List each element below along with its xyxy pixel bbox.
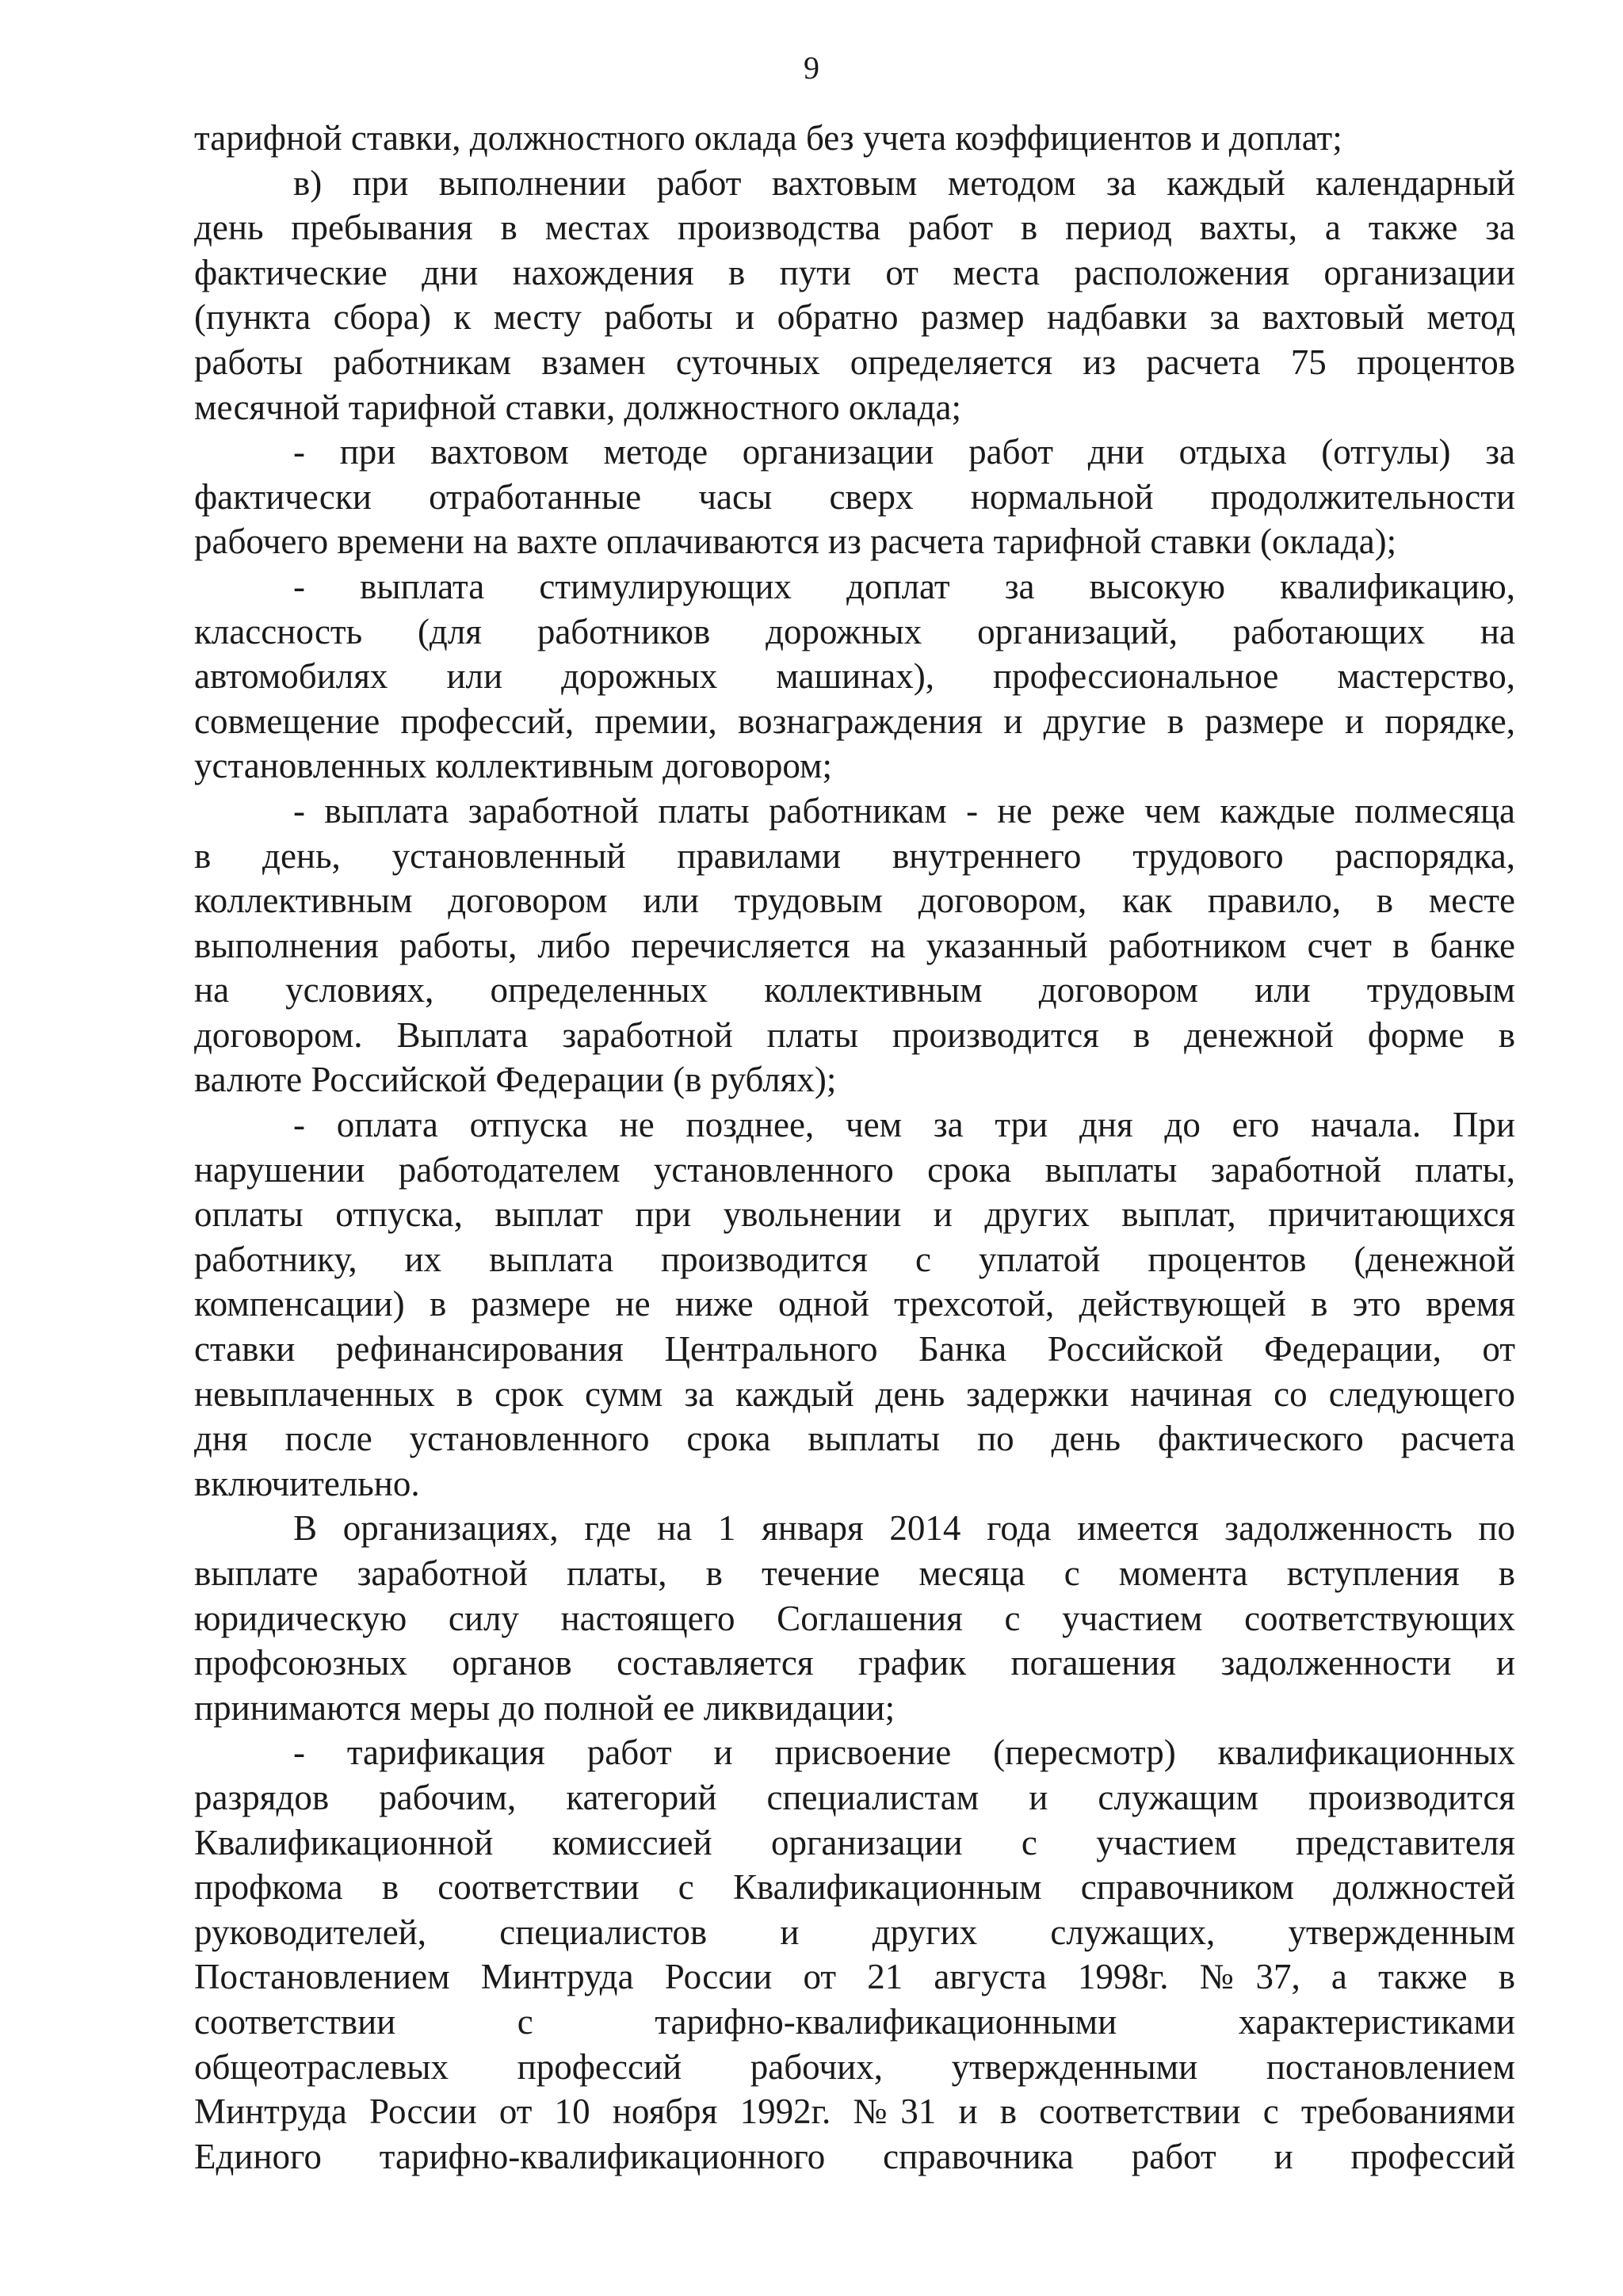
text-line: В организациях, где на 1 января 2014 года имеется задолженность по	[293, 1508, 1515, 1549]
text-line: - тарификация работ и присвоение (пересмотр) квалификационных	[293, 1733, 1515, 1773]
text-line: рабочего времени на вахте оплачиваются из расчета тарифной ставки (оклада);	[194, 521, 1397, 562]
text-line: договором. Выплата заработной платы производится в денежной форме в	[194, 1014, 1515, 1055]
text-line: - оплата отпуска не позднее, чем за три дня до его начала. При	[293, 1105, 1515, 1145]
document-body	[194, 116, 1515, 2179]
text-line: оплаты отпуска, выплат при увольнении и других выплат, причитающихся	[194, 1194, 1515, 1235]
text-line: общеотраслевых профессий рабочих, утвержденными постановлением	[194, 2046, 1515, 2087]
text-line: работы работникам взамен суточных определяется из расчета 75 процентов	[194, 342, 1515, 382]
text-line: выплате заработной платы, в течение месяца с момента вступления в	[194, 1553, 1515, 1593]
text-line: соответствии с тарифно-квалификационными характеристиками	[194, 2001, 1515, 2042]
text-line: день пребывания в местах производства работ в период вахты, а также за	[194, 208, 1515, 248]
text-line: руководителей, специалистов и других служащих, утвержденным	[194, 1912, 1515, 1952]
text-line: включительно.	[194, 1463, 420, 1503]
text-line: - выплата заработной платы работникам - не реже чем каждые полмесяца	[293, 790, 1515, 831]
text-line: дня после установленного срока выплаты по день фактического расчета	[194, 1419, 1515, 1459]
text-line: профсоюзных органов составляется график погашения задолженности и	[194, 1643, 1515, 1683]
text-line: нарушении работодателем установленного срока выплаты заработной платы,	[194, 1149, 1515, 1190]
text-line: юридическую силу настоящего Соглашения с участием соответствующих	[194, 1598, 1515, 1638]
text-line: на условиях, определенных коллективным договором или трудовым	[194, 970, 1515, 1010]
text-line: фактически отработанные часы сверх нормальной продолжительности	[194, 476, 1515, 517]
text-line: совмещение профессий, премии, вознаграждения и другие в размере и порядке,	[194, 701, 1515, 741]
text-line: в) при выполнении работ вахтовым методом за каждый календарный	[293, 162, 1515, 203]
text-line: Минтруда России от 10 ноября 1992г. №31 и в соответствии с требованиями	[194, 2092, 1515, 2132]
text-line: разрядов рабочим, категорий специалистам и служащим производится	[194, 1777, 1515, 1817]
text-line: - выплата стимулирующих доплат за высокую квалификацию,	[293, 566, 1515, 606]
text-line: тарифной ставки, должностного оклада без учета коэффициентов и доплат;	[194, 118, 1342, 158]
text-line: коллективным договором или трудовым договором, как правило, в месте	[194, 881, 1515, 921]
text-line: установленных коллективным договором;	[194, 746, 832, 786]
text-line: выполнения работы, либо перечисляется на указанный работником счет в банке	[194, 925, 1515, 965]
text-line: (пункта сбора) к месту работы и обратно размер надбавки за вахтовый метод	[194, 297, 1515, 338]
text-line: ставки рефинансирования Центрального Банка Российской Федерации, от	[194, 1329, 1515, 1370]
text-line: Квалификационной комиссией организации с участием представителя	[194, 1822, 1515, 1862]
text-line: фактические дни нахождения в пути от места расположения организации	[194, 252, 1515, 292]
page-number: 9	[804, 50, 819, 86]
text-line: классность (для работников дорожных организаций, работающих на	[194, 611, 1515, 651]
text-line: в день, установленный правилами внутреннего трудового распорядка,	[194, 835, 1515, 876]
text-line: Единого тарифно-квалификационного справочника работ и профессий	[194, 2136, 1515, 2176]
text-line: компенсации) в размере не ниже одной трехсотой, действующей в это время	[194, 1284, 1515, 1324]
text-line: валюте Российской Федерации (в рублях);	[194, 1060, 837, 1100]
text-line: профкома в соответствии с Квалификационным справочником должностей	[194, 1867, 1515, 1908]
text-line: принимаются меры до полной ее ликвидации;	[194, 1687, 896, 1728]
text-line: месячной тарифной ставки, должностного оклада;	[194, 387, 962, 427]
text-line: - при вахтовом методе организации работ дни отдыха (отгулы) за	[293, 432, 1515, 472]
text-line: Постановлением Минтруда России от 21 августа 1998г. №37, а также в	[194, 1957, 1515, 1997]
text-line: автомобилях или дорожных машинах), профессиональное мастерство,	[194, 656, 1515, 697]
text-line: работнику, их выплата производится с уплатой процентов (денежной	[194, 1239, 1515, 1279]
text-line: невыплаченных в срок сумм за каждый день задержки начиная со следующего	[194, 1373, 1515, 1414]
